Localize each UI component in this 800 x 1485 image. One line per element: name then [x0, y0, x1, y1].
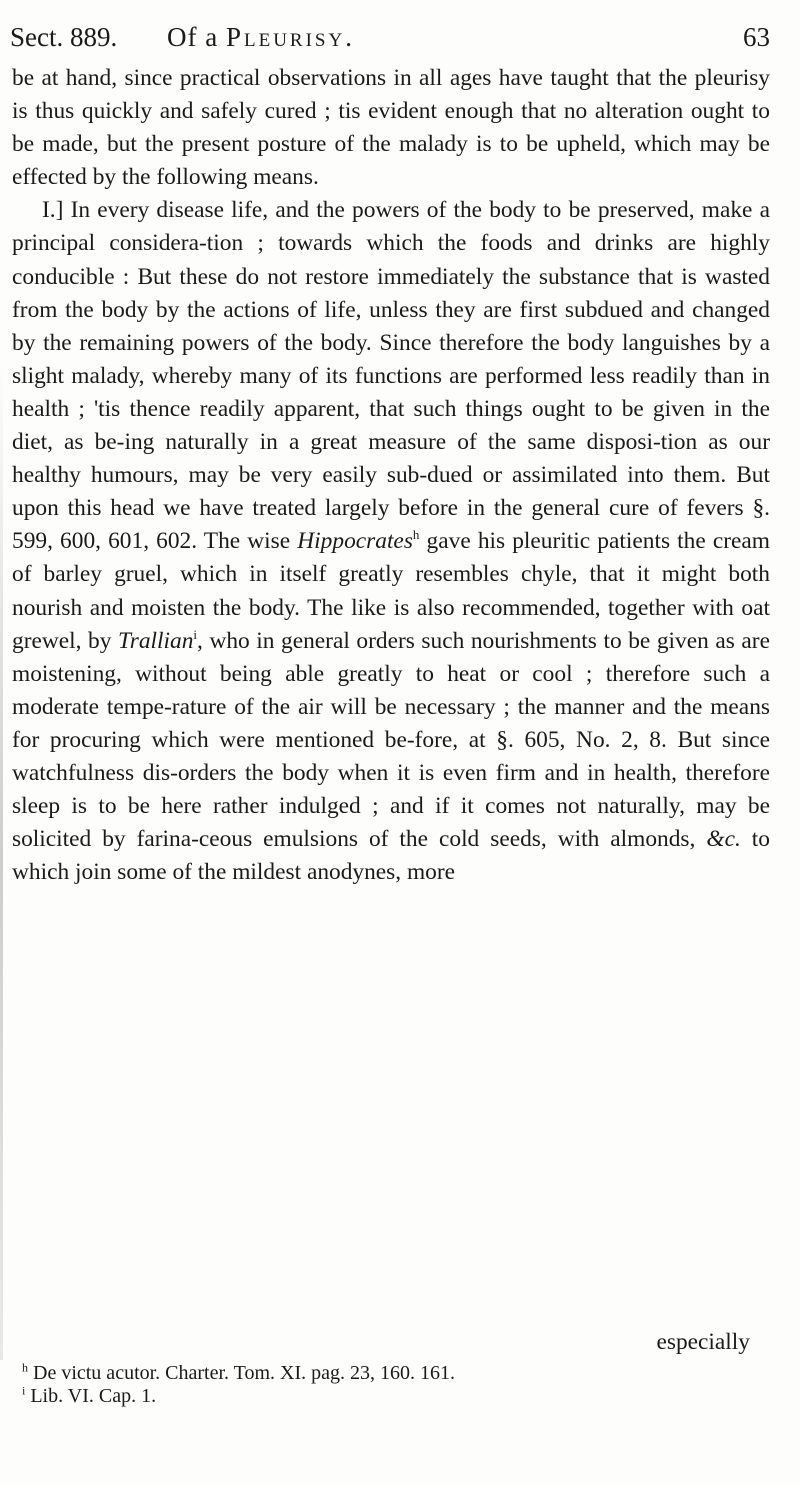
footnote-text: Lib. VI. Cap. 1.: [30, 1385, 157, 1407]
footnote-mark: h: [22, 1360, 28, 1375]
page-edge-shadow: [0, 360, 3, 1360]
footnote-text: De victu acutor. Charter. Tom. XI. pag. 23, 160. 161.: [33, 1362, 456, 1384]
catchword: especially: [656, 1329, 750, 1355]
footnote-ref-i: i: [193, 626, 198, 642]
author-name-hippocrates: Hippocrates: [297, 528, 413, 555]
footnote-h: [22, 1362, 762, 1385]
text-run: gave his pleuritic patients the cream of barley gruel, which in itself greatly resembles chyle, that it might both nourish and moisten the body. The like is also recommended, together with oat grewel, by: [12, 528, 770, 654]
etc-abbreviation: &c.: [706, 826, 741, 853]
paragraph: [12, 194, 770, 889]
running-title: [167, 22, 355, 53]
footnotes: [22, 1362, 762, 1408]
footnote-ref-h: h: [412, 527, 420, 543]
text-run: , who in general orders such nourishments to be given as are moistening, without being able greatly to heat or cool ; therefore such a moderate tempe-rature of the air will be necessary ; the manner and the means for procuring which were mentioned be-fore, at §. 605, No. 2, 8. But since watchfulness dis-orders the body when it is even firm and in health, therefore sleep is to be here rather indulged ; and if it comes not naturally, may be solicited by farina-ceous emulsions of the cold seeds, with almonds,: [12, 627, 770, 853]
body-text: [12, 62, 770, 889]
paragraph: be at hand, since practical observations in all ages have taught that the pleurisy is thus quickly and safely cured ; tis evident enough that no alteration ought to be made, but the present posture of the malady is to be upheld, which may be effected by the following means.: [12, 65, 770, 191]
footnote-mark: i: [22, 1383, 26, 1398]
running-head: [10, 22, 770, 62]
page-number: 63: [743, 22, 770, 52]
author-name-trallian: Trallian: [118, 627, 194, 654]
section-number: Sect. 889.: [10, 22, 118, 52]
text-run: to which join some of the mildest anodynes, more: [12, 826, 770, 886]
running-title-prefix: Of a: [167, 22, 219, 52]
running-title-word: Pleurisy.: [225, 22, 355, 52]
text-run: I.] In every disease life, and the powers of the body to be preserved, make a principal considera-tion ; towards which the foods and drinks are highly conducible : But these do not restore immediately the substance that is wasted from the body by the actions of life, unless they are first subdued and changed by the remaining powers of the body. Since therefore the body languishes by a slight malady, whereby many of its functions are performed less readily than in health ; 'tis thence readily apparent, that such things ought to be given in the diet, as be-ing naturally in a great measure of the same disposi-tion as our healthy humours, may be very easily sub-dued or assimilated into them. But upon this head we have treated largely before in the general cure of fevers §. 599, 600, 601, 602. The wise: [12, 197, 770, 555]
footnote-i: [22, 1385, 762, 1408]
